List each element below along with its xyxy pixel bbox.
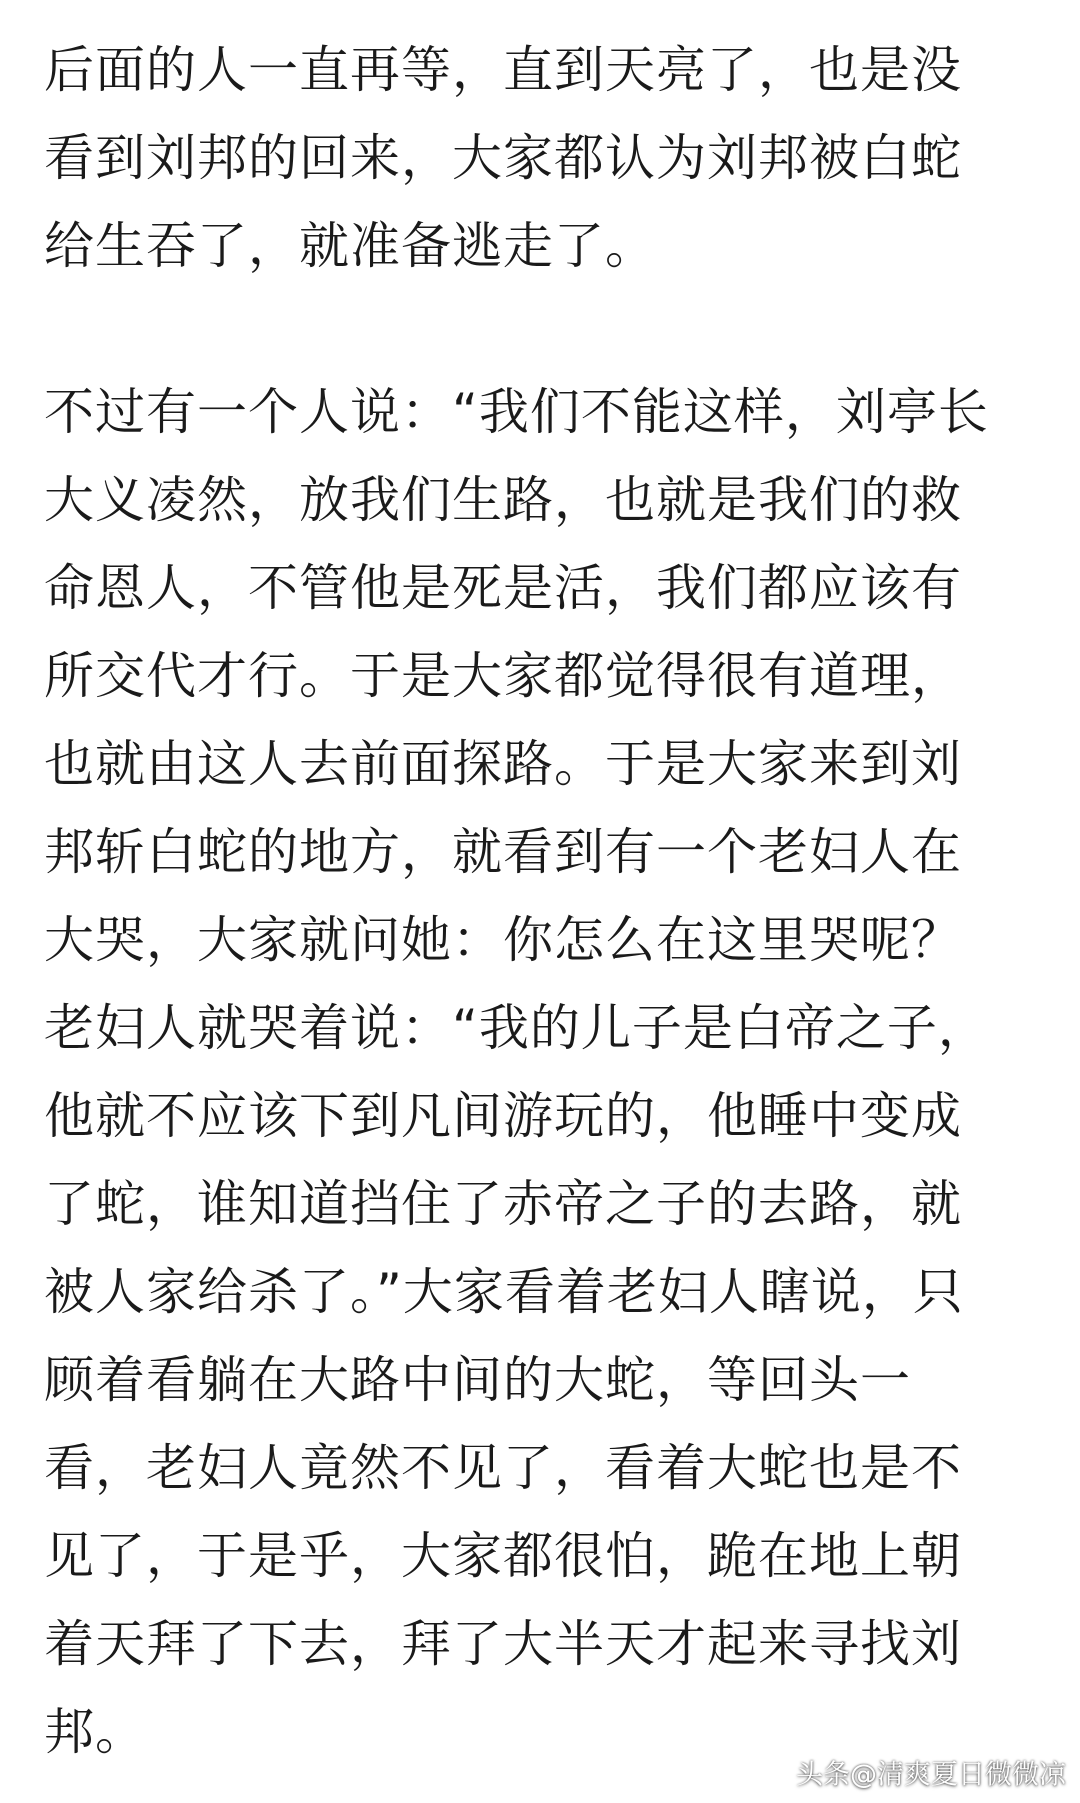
watermark-handle: @清爽夏日微微凉 <box>850 1759 1066 1791</box>
text-line: 看到刘邦的回来，大家都认为刘邦被白蛇 <box>44 129 962 187</box>
text-line: 他就不应该下到凡间游玩的，他睡中变成 <box>44 1087 962 1145</box>
text-line: 不过有一个人说：“我们不能这样，刘亭长 <box>44 383 989 441</box>
text-line: 给生吞了，就准备逃走了。 <box>44 217 656 275</box>
text-line: 邦。 <box>44 1703 146 1761</box>
text-line: 被人家给杀了。”大家看着老妇人瞎说，只 <box>44 1263 964 1321</box>
text-line: 顾着看躺在大路中间的大蛇，等回头一 <box>44 1351 911 1409</box>
source-watermark <box>796 1753 1066 1797</box>
text-line: 邦斩白蛇的地方，就看到有一个老妇人在 <box>44 823 962 881</box>
text-line: 后面的人一直再等，直到天亮了，也是没 <box>44 41 962 99</box>
watermark-platform: 头条 <box>796 1759 850 1791</box>
text-line: 命恩人，不管他是死是活，我们都应该有 <box>44 559 962 617</box>
text-line: 所交代才行。于是大家都觉得很有道理， <box>44 647 962 705</box>
text-line: 见了，于是乎，大家都很怕，跪在地上朝 <box>44 1527 962 1585</box>
text-line: 老妇人就哭着说：“我的儿子是白帝之子， <box>44 999 989 1057</box>
text-line: 着天拜了下去，拜了大半天才起来寻找刘 <box>44 1615 962 1673</box>
text-line: 也就由这人去前面探路。于是大家来到刘 <box>44 735 962 793</box>
paragraph-2 <box>44 368 989 1776</box>
text-line: 大哭，大家就问她：你怎么在这里哭呢？ <box>44 911 962 969</box>
text-line: 大义凌然，放我们生路，也就是我们的救 <box>44 471 962 529</box>
text-line: 看，老妇人竟然不见了，看着大蛇也是不 <box>44 1439 962 1497</box>
text-line: 了蛇，谁知道挡住了赤帝之子的去路，就 <box>44 1175 962 1233</box>
paragraph-1 <box>44 26 962 290</box>
